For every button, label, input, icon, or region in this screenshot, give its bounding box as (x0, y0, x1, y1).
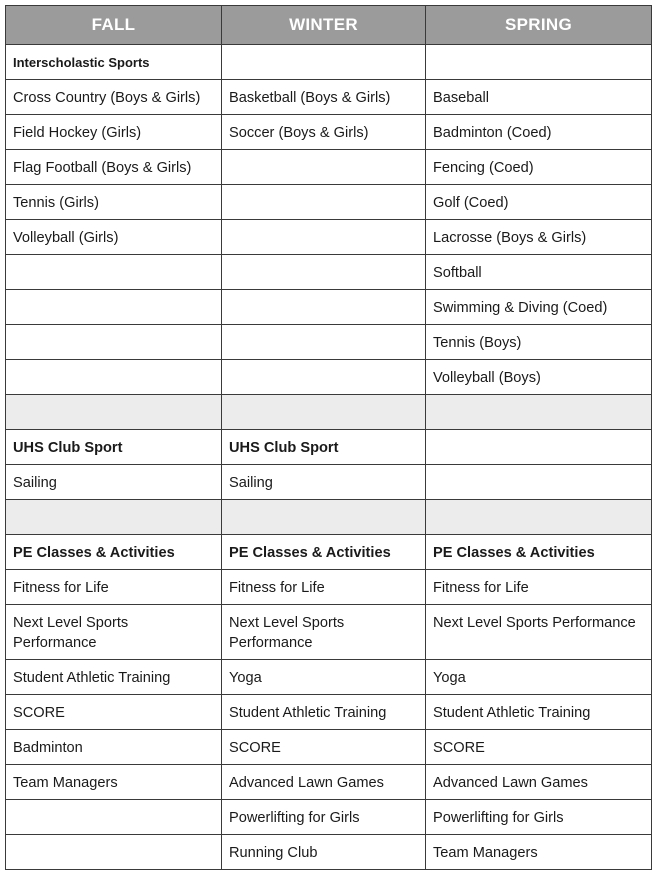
section-label-spring (426, 430, 652, 465)
activity-cell-spring: Student Athletic Training (426, 695, 652, 730)
activity-cell-spring: Lacrosse (Boys & Girls) (426, 220, 652, 255)
table-row (6, 150, 652, 185)
activity-cell-spring: Fitness for Life (426, 570, 652, 605)
activity-cell-winter: Basketball (Boys & Girls) (222, 80, 426, 115)
table-row (6, 765, 652, 800)
section-label-winter: UHS Club Sport (222, 430, 426, 465)
table-row (6, 255, 652, 290)
activity-cell-winter (222, 150, 426, 185)
activity-cell-spring: Advanced Lawn Games (426, 765, 652, 800)
table-header (6, 6, 652, 45)
activity-cell-winter: Next Level Sports Performance (222, 605, 426, 660)
activity-cell-spring: Tennis (Boys) (426, 325, 652, 360)
activity-cell-fall (6, 360, 222, 395)
table-row (6, 465, 652, 500)
section-header-row (6, 430, 652, 465)
table-row (6, 185, 652, 220)
activity-cell-fall (6, 290, 222, 325)
activity-cell-fall: Badminton (6, 730, 222, 765)
activity-cell-winter: Yoga (222, 660, 426, 695)
activity-cell-fall: Tennis (Girls) (6, 185, 222, 220)
activity-cell-winter: Running Club (222, 835, 426, 870)
activity-cell-winter (222, 290, 426, 325)
section-header-row (6, 45, 652, 80)
section-label-spring (426, 45, 652, 80)
activity-cell-winter: Powerlifting for Girls (222, 800, 426, 835)
activity-cell-fall (6, 325, 222, 360)
activity-cell-fall: Cross Country (Boys & Girls) (6, 80, 222, 115)
activity-cell-fall (6, 835, 222, 870)
separator-cell (6, 500, 222, 535)
activity-cell-spring: Volleyball (Boys) (426, 360, 652, 395)
table-row (6, 695, 652, 730)
separator-row (6, 395, 652, 430)
activity-cell-winter (222, 220, 426, 255)
separator-cell (426, 500, 652, 535)
activity-cell-spring: Swimming & Diving (Coed) (426, 290, 652, 325)
header-spring: SPRING (426, 6, 652, 45)
section-header-row (6, 535, 652, 570)
table-row (6, 80, 652, 115)
activity-cell-spring: Powerlifting for Girls (426, 800, 652, 835)
activity-cell-winter (222, 185, 426, 220)
activity-cell-winter (222, 325, 426, 360)
table-row (6, 835, 652, 870)
separator-cell (222, 500, 426, 535)
table-row (6, 730, 652, 765)
activity-cell-fall: Sailing (6, 465, 222, 500)
separator-row (6, 500, 652, 535)
activity-cell-fall: Student Athletic Training (6, 660, 222, 695)
table-row (6, 570, 652, 605)
activity-cell-spring: Fencing (Coed) (426, 150, 652, 185)
activity-cell-winter: Advanced Lawn Games (222, 765, 426, 800)
activity-cell-fall: Fitness for Life (6, 570, 222, 605)
header-winter: WINTER (222, 6, 426, 45)
activity-cell-winter: SCORE (222, 730, 426, 765)
activity-cell-fall: Team Managers (6, 765, 222, 800)
activity-cell-spring (426, 465, 652, 500)
activity-cell-winter: Fitness for Life (222, 570, 426, 605)
table-body (6, 45, 652, 870)
activity-cell-spring: Baseball (426, 80, 652, 115)
activity-cell-spring: Golf (Coed) (426, 185, 652, 220)
activity-cell-fall (6, 800, 222, 835)
table-row (6, 325, 652, 360)
activity-cell-spring: Team Managers (426, 835, 652, 870)
activity-cell-fall: Field Hockey (Girls) (6, 115, 222, 150)
section-label-fall: UHS Club Sport (6, 430, 222, 465)
table-row (6, 605, 652, 660)
separator-cell (6, 395, 222, 430)
activity-cell-winter (222, 360, 426, 395)
table-row (6, 800, 652, 835)
section-label-spring: PE Classes & Activities (426, 535, 652, 570)
activity-cell-fall: Next Level Sports Performance (6, 605, 222, 660)
activity-cell-winter: Student Athletic Training (222, 695, 426, 730)
seasonal-activities-table (5, 5, 652, 870)
activity-cell-fall: Volleyball (Girls) (6, 220, 222, 255)
activity-cell-winter: Soccer (Boys & Girls) (222, 115, 426, 150)
table-row (6, 660, 652, 695)
section-label-fall: Interscholastic Sports (6, 45, 222, 80)
table-row (6, 290, 652, 325)
activity-cell-spring: SCORE (426, 730, 652, 765)
activity-cell-winter (222, 255, 426, 290)
section-label-fall: PE Classes & Activities (6, 535, 222, 570)
separator-cell (426, 395, 652, 430)
table-row (6, 360, 652, 395)
header-fall: FALL (6, 6, 222, 45)
activity-cell-spring: Yoga (426, 660, 652, 695)
activity-cell-winter: Sailing (222, 465, 426, 500)
activity-cell-fall (6, 255, 222, 290)
table-row (6, 220, 652, 255)
activity-cell-spring: Softball (426, 255, 652, 290)
activity-cell-spring: Next Level Sports Performance (426, 605, 652, 660)
section-label-winter: PE Classes & Activities (222, 535, 426, 570)
table-row (6, 115, 652, 150)
activity-cell-spring: Badminton (Coed) (426, 115, 652, 150)
separator-cell (222, 395, 426, 430)
activity-cell-fall: Flag Football (Boys & Girls) (6, 150, 222, 185)
section-label-winter (222, 45, 426, 80)
activity-cell-fall: SCORE (6, 695, 222, 730)
